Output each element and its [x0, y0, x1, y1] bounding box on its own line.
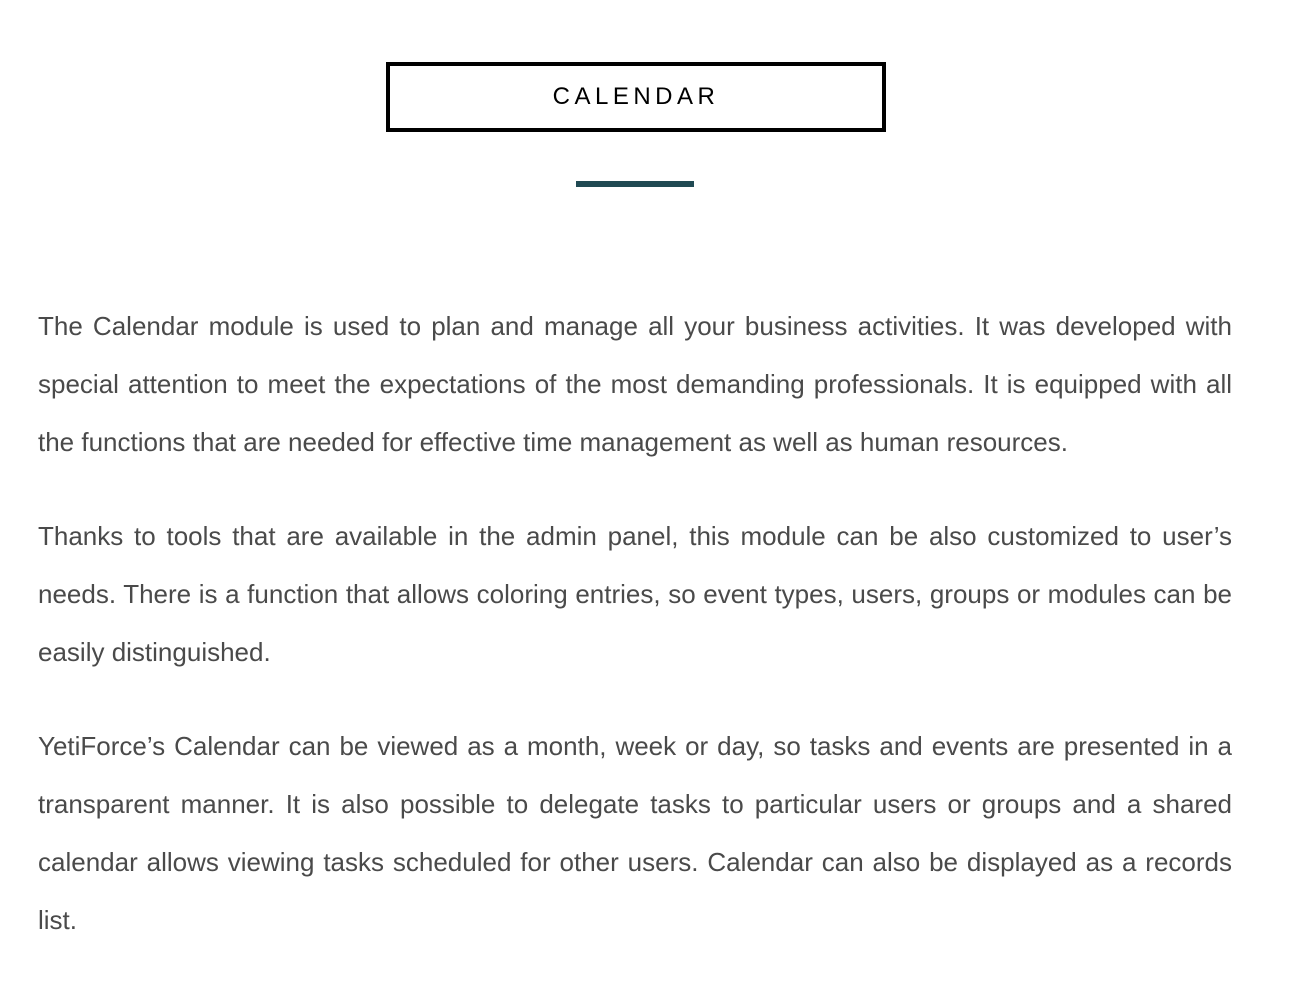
section-title: CALENDAR — [552, 83, 720, 110]
section-title-box — [386, 62, 886, 132]
title-underline-divider — [576, 181, 694, 187]
description-paragraph-1: The Calendar module is used to plan and manage all your business activities. It was developed with special attention to meet the expectations of the most demanding professionals. It is equipped with all the functions that are needed for effective time management as well as human resources. — [38, 311, 1232, 457]
description-content — [38, 297, 1232, 985]
description-paragraph-2: Thanks to tools that are available in the admin panel, this module can be also customized to user’s needs. There is a function that allows coloring entries, so event types, users, groups or modules can be easily distinguished. — [38, 521, 1232, 667]
description-paragraph-3: YetiForce’s Calendar can be viewed as a month, week or day, so tasks and events are presented in a transparent manner. It is also possible to delegate tasks to particular users or groups and a shared calendar allows viewing tasks scheduled for other users. Calendar can also be displayed as a records list. — [38, 731, 1232, 935]
